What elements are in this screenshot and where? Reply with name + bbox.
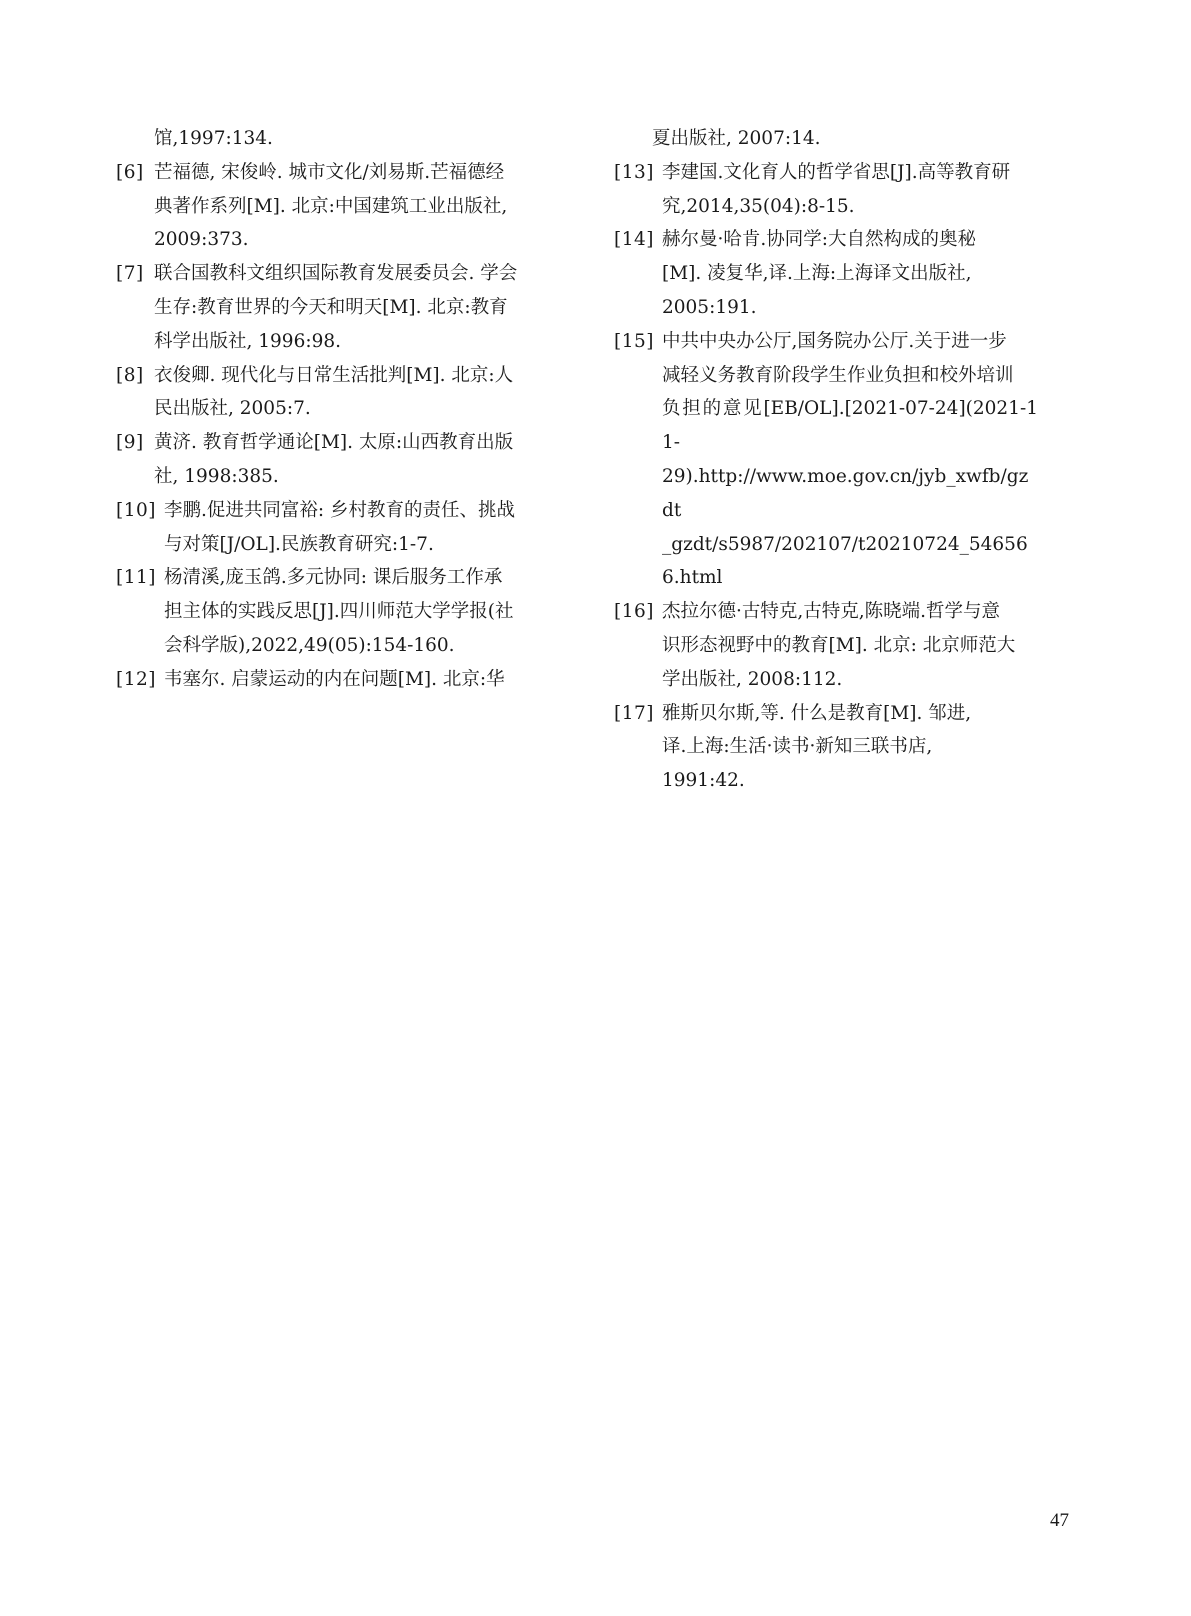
page-number: 47 (1050, 1510, 1069, 1531)
reference-number: [6] (116, 161, 144, 183)
reference-text: 黄济. 教育哲学通论[M]. 太原:山西教育出版 社, 1998:385. (154, 432, 514, 487)
reference-number: [11] (116, 567, 156, 589)
reference-number: [15] (614, 330, 654, 352)
reference-text: 李建国.文化育人的哲学省思[J].高等教育研 究,2014,35(04):8-15. (662, 161, 1011, 217)
reference-text: 李鹏.促进共同富裕: 乡村教育的责任、挑战 与对策[J/OL].民族教育研究:1-7. (164, 499, 515, 555)
references-right-column (614, 122, 1038, 798)
reference-entry (614, 223, 1038, 324)
reference-text: 杨清溪,庞玉鸽.多元协同: 课后服务工作承 担主体的实践反思[J].四川师范大学学报(社 会科学版),2022,49(05):154-160. (164, 567, 514, 656)
reference-entry (116, 156, 540, 257)
reference-entry (116, 494, 540, 562)
reference-text: 馆,1997:134. (154, 128, 273, 149)
reference-text: 衣俊卿. 现代化与日常生活批判[M]. 北京:人 民出版社, 2005:7. (154, 364, 514, 420)
reference-number: [16] (614, 601, 654, 623)
reference-entry (614, 697, 1038, 798)
reference-number: [7] (116, 263, 144, 285)
reference-text: 韦塞尔. 启蒙运动的内在问题[M]. 北京:华 (164, 668, 505, 690)
reference-text: 中共中央办公厅,国务院办公厅.关于进一步 减轻义务教育阶段学生作业负担和校外培训 负担的意见[EB/OL].[2021-07-24](2021-11- 29).http://www.moe.gov.cn/jyb_xwfb/gzdt _gzdt/s5987/202107/t20210724_546566.html (662, 330, 1038, 589)
reference-entry (614, 156, 1038, 224)
reference-entry (116, 359, 540, 427)
reference-text: 夏出版社, 2007:14. (652, 128, 821, 149)
reference-number: [8] (116, 364, 144, 386)
reference-entry (614, 325, 1038, 595)
reference-entry (116, 561, 540, 662)
reference-text: 赫尔曼·哈肯.协同学:大自然构成的奥秘 [M]. 凌复华,译.上海:上海译文出版社, 2005:191. (662, 229, 976, 318)
references-left-column (116, 122, 540, 697)
reference-entry (614, 122, 1038, 156)
reference-number: [9] (116, 432, 144, 454)
reference-number: [12] (116, 668, 156, 690)
reference-entry (116, 426, 540, 494)
reference-text: 杰拉尔德·古特克,古特克,陈晓端.哲学与意 识形态视野中的教育[M]. 北京: 北京师范大 学出版社, 2008:112. (662, 601, 1016, 690)
reference-entry (116, 663, 540, 697)
reference-number: [14] (614, 229, 654, 251)
reference-entry (116, 257, 540, 358)
reference-text: 联合国教科文组织国际教育发展委员会. 学会 生存:教育世界的今天和明天[M]. 北京:教育 科学出版社, 1996:98. (154, 263, 518, 352)
reference-text: 芒福德, 宋俊岭. 城市文化/刘易斯.芒福德经 典著作系列[M]. 北京:中国建筑工业出版社, 2009:373. (154, 161, 508, 251)
reference-text: 雅斯贝尔斯,等. 什么是教育[M]. 邹进, 译.上海:生活·读书·新知三联书店, 1991:42. (662, 702, 972, 792)
reference-entry (116, 122, 540, 156)
reference-number: [10] (116, 499, 156, 521)
reference-entry (614, 595, 1038, 696)
reference-number: [17] (614, 702, 654, 724)
reference-number: [13] (614, 161, 654, 183)
